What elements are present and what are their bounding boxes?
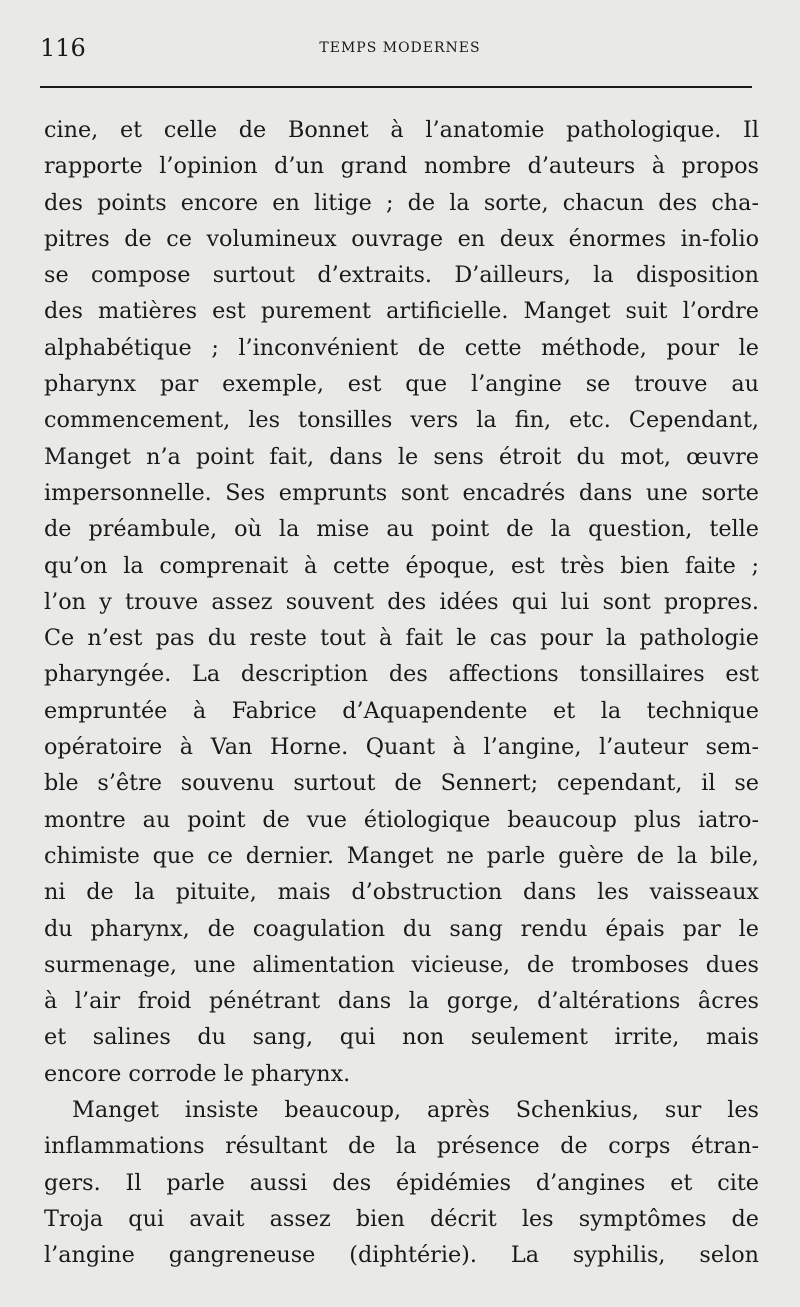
text-line: inflammations résultant de la présence de corps étran- — [44, 1133, 759, 1160]
text-line: et salines du sang, qui non seulement irrite, mais — [44, 1024, 759, 1051]
text-line: de préambule, où la mise au point de la question, telle — [44, 516, 759, 543]
body-text — [44, 112, 759, 1274]
text-line: pharynx par exemple, est que l’angine se trouve au — [44, 371, 759, 398]
text-line: Ce n’est pas du reste tout à fait le cas pour la pathologie — [44, 625, 759, 652]
paragraph-end-line: encore corrode le pharynx. — [44, 1060, 351, 1087]
text-line: commencement, les tonsilles vers la fin, etc. Cependant, — [44, 407, 759, 434]
text-line: qu’on la comprenait à cette époque, est très bien faite ; — [44, 552, 759, 579]
text-line: pitres de ce volumineux ouvrage en deux énormes in-folio — [44, 225, 759, 252]
text-line: pharyngée. La description des affections tonsillaires est — [44, 661, 759, 688]
text-line: du pharynx, de coagulation du sang rendu épais par le — [44, 915, 759, 942]
text-line: montre au point de vue étiologique beaucoup plus iatro- — [44, 806, 759, 833]
text-line: cine, et celle de Bonnet à l’anatomie pathologique. Il — [44, 117, 759, 143]
text-line: des points encore en litige ; de la sorte, chacun des cha- — [44, 189, 759, 216]
text-line: empruntée à Fabrice d’Aquapendente et la technique — [44, 697, 759, 724]
text-line: se compose surtout d’extraits. D’ailleurs, la disposition — [44, 262, 759, 289]
text-line: rapporte l’opinion d’un grand nombre d’auteurs à propos — [44, 153, 759, 180]
text-line: à l’air froid pénétrant dans la gorge, d’altérations âcres — [44, 988, 759, 1015]
text-line: impersonnelle. Ses emprunts sont encadrés dans une sorte — [44, 479, 759, 506]
text-line: Troja qui avait assez bien décrit les symptômes de — [44, 1205, 759, 1232]
text-line: l’angine gangreneuse (diphtérie). La syphilis, selon — [44, 1242, 759, 1269]
text-line: surmenage, une alimentation vicieuse, de tromboses dues — [44, 951, 759, 978]
text-line: Manget n’a point fait, dans le sens étroit du mot, œuvre — [44, 443, 759, 470]
page-number: 116 — [40, 34, 86, 62]
text-line: gers. Il parle aussi des épidémies d’angines et cite — [44, 1169, 759, 1196]
text-line: ble s’être souvenu surtout de Sennert; cependant, il se — [44, 770, 759, 797]
text-line: l’on y trouve assez souvent des idées qui lui sont propres. — [44, 588, 759, 615]
text-line: chimiste que ce dernier. Manget ne parle guère de la bile, — [44, 842, 759, 869]
running-head: TEMPS MODERNES — [319, 40, 481, 56]
text-line: opératoire à Van Horne. Quant à l’angine, l’auteur sem- — [44, 734, 759, 761]
text-line: ni de la pituite, mais d’obstruction dans les vaisseaux — [44, 879, 759, 906]
text-line: des matières est purement artificielle. Manget suit l’ordre — [44, 298, 759, 325]
header-rule — [40, 86, 752, 88]
paragraph-start-line: Manget insiste beaucoup, après Schenkius, sur les — [72, 1097, 759, 1124]
text-line: alphabétique ; l’inconvénient de cette méthode, pour le — [44, 334, 759, 361]
